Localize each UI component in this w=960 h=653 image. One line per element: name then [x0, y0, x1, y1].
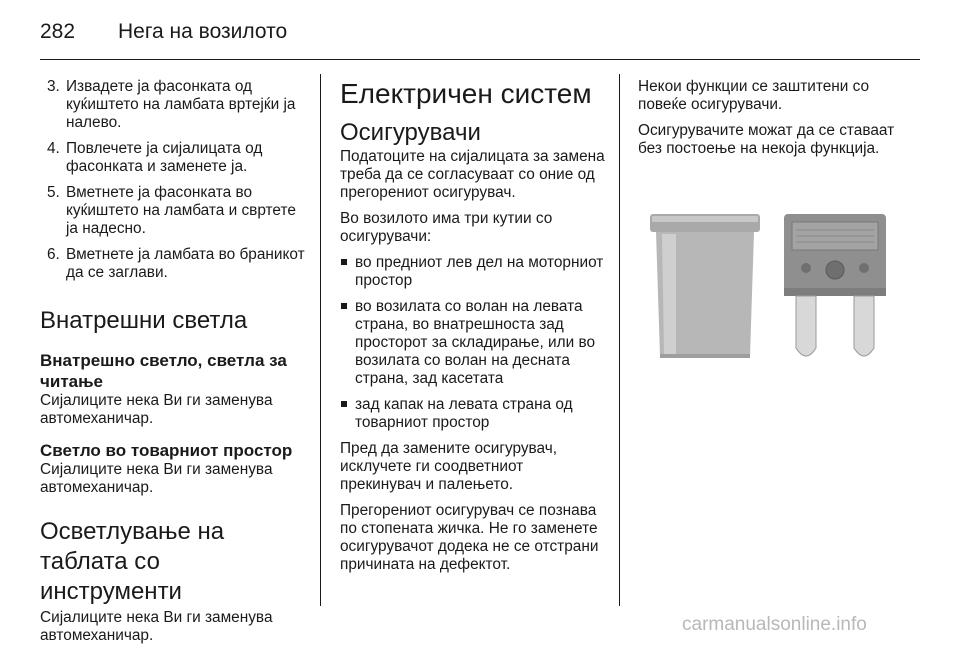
step-text: Вметнете ја фасонката во куќиштето на ламбата и свртете ја надесно.: [66, 184, 296, 237]
column-divider-2: [619, 74, 620, 606]
fuse-box-list: [340, 254, 608, 432]
bullet-square-icon: [341, 401, 347, 407]
column-divider-1: [320, 74, 321, 606]
page-number: 282: [40, 20, 76, 43]
column-1: [40, 78, 308, 653]
step-number: 6.: [47, 246, 60, 263]
list-item: [40, 78, 308, 132]
column-2: [340, 78, 608, 582]
chapter-title: Нега на возилото: [118, 20, 288, 43]
step-number: 4.: [47, 140, 60, 157]
paragraph: Осигурувачите можат да се ставаат без постоење на некоја функција.: [638, 122, 895, 157]
page-header: [40, 14, 920, 54]
step-text: Вметнете ја ламбата во браникот да се заглави.: [66, 246, 305, 281]
section-title-electrical-system: Електричен систем: [340, 78, 592, 109]
paragraph: Во возилото има три кутии со осигурувачи:: [340, 210, 553, 245]
paragraph: Некои функции се заштитени со повеќе осигурувачи.: [638, 78, 870, 113]
paragraph: Сијалиците нека Ви ги заменува автомеханичар.: [40, 609, 273, 644]
bullet-square-icon: [341, 303, 347, 309]
watermark: carmanualsonline.info: [682, 614, 867, 635]
paragraph: Податоците на сијалицата за замена треба да се согласуваат со оние од прегорениот осигурувач.: [340, 148, 605, 201]
bullet-square-icon: [341, 259, 347, 265]
subsection-title-reading-lights: Внатрешно светло, светла за читање: [40, 351, 287, 391]
paragraph: Пред да замените осигурувач, исклучете ги соодветниот прекинувач и палењето.: [340, 440, 558, 493]
list-item: [40, 140, 308, 176]
step-text: Извадете ја фасонката од куќиштето на ламбата вртејќи ја налево.: [66, 78, 296, 131]
step-number: 5.: [47, 184, 60, 201]
list-item: [40, 246, 308, 282]
step-number: 3.: [47, 78, 60, 95]
header-rule: [40, 59, 920, 60]
steps-list: [40, 78, 308, 282]
list-item: [340, 396, 608, 432]
step-text: Повлечете ја сијалицата од фасонката и заменете ја.: [66, 140, 263, 175]
bullet-text: зад капак на левата страна од товарниот простор: [355, 396, 573, 431]
list-item: [340, 254, 608, 290]
paragraph: Сијалиците нека Ви ги заменува автомеханичар.: [40, 461, 273, 496]
bullet-text: во предниот лев дел на моторниот простор: [355, 254, 604, 289]
list-item: [40, 184, 308, 238]
section-title-interior-lights: Внатрешни светла: [40, 307, 248, 334]
subsection-title-load-compartment: Светло во товарниот простор: [40, 441, 293, 460]
fuse-illustration-icon: [636, 180, 900, 390]
list-item: [340, 298, 608, 388]
section-title-instrument-lighting: Осветлување на таблата со инструменти: [40, 518, 225, 605]
paragraph: Прегорениот осигурувач се познава по стопената жичка. Не го заменете осигурувачот додека не се отстрани причината на дефектот.: [340, 502, 599, 573]
paragraph: Сијалиците нека Ви ги заменува автомеханичар.: [40, 392, 273, 427]
bullet-text: во возилата со волан на левата страна, во внатрешноста зад просторот за складирање, или во возилата со волан на десната страна, зад касетата: [355, 298, 596, 387]
subsection-title-fuses: Осигурувачи: [340, 119, 481, 146]
fuse-left: [650, 214, 760, 358]
column-3: [638, 78, 900, 166]
